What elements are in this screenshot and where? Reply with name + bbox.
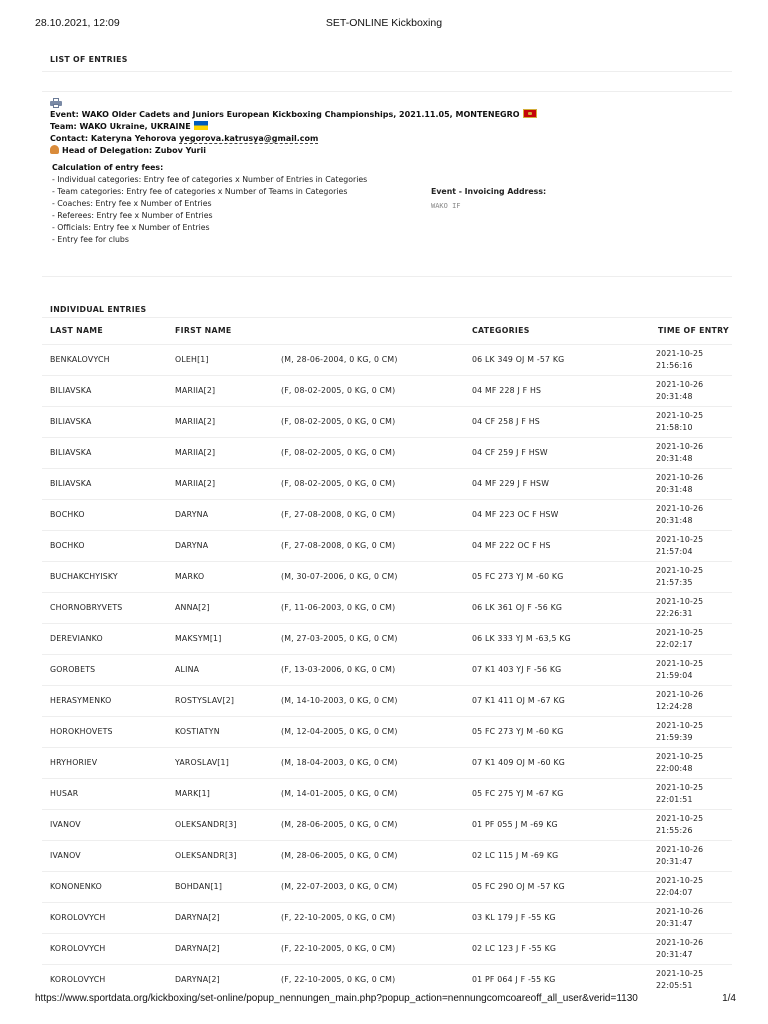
category-cell: 07 K1 409 OJ M -60 KG	[464, 747, 650, 778]
print-title: SET-ONLINE Kickboxing	[325, 17, 443, 29]
fee-line: - Coaches: Entry fee x Number of Entries	[52, 199, 212, 208]
table-row	[42, 871, 732, 902]
time-of-entry-cell	[650, 809, 732, 840]
athlete-info-cell: (F, 08-02-2005, 0 KG, 0 CM)	[273, 468, 464, 499]
first-name-cell: MARKO	[167, 561, 273, 592]
table-row	[42, 499, 732, 530]
athlete-info-cell: (M, 28-06-2005, 0 KG, 0 CM)	[273, 840, 464, 871]
table-row	[42, 716, 732, 747]
entry-date: 2021-10-25	[656, 596, 704, 606]
fee-line: - Individual categories: Entry fee of categories x Number of Entries in Categories	[52, 175, 368, 184]
athlete-info-cell: (M, 27-03-2005, 0 KG, 0 CM)	[273, 623, 464, 654]
table-row	[42, 809, 732, 840]
column-header-categories: CATEGORIES	[472, 326, 530, 336]
time-of-entry-cell	[650, 499, 732, 530]
fee-line: - Officials: Entry fee x Number of Entries	[52, 223, 210, 232]
event-label: Event: WAKO Older Cadets and Juniors European Kickboxing Championships, 2021.11.05, MONTENEGRO	[50, 110, 520, 119]
category-cell: 05 FC 273 YJ M -60 KG	[464, 561, 650, 592]
table-row	[42, 964, 732, 995]
entry-date: 2021-10-25	[656, 751, 704, 761]
team-line	[50, 121, 732, 133]
last-name-cell: CHORNOBRYVETS	[42, 592, 167, 623]
entry-time: 21:55:26	[656, 825, 693, 835]
contact-line	[50, 133, 732, 145]
entry-date: 2021-10-26	[656, 844, 704, 854]
time-of-entry-cell	[650, 406, 732, 437]
last-name-cell: IVANOV	[42, 840, 167, 871]
entry-time: 21:57:35	[656, 577, 693, 587]
entry-time: 12:24:28	[656, 701, 693, 711]
entries-document	[42, 42, 732, 995]
first-name-cell: ROSTYSLAV[2]	[167, 685, 273, 716]
last-name-cell: KOROLOVYCH	[42, 964, 167, 995]
time-of-entry-cell	[650, 685, 732, 716]
time-of-entry-cell	[650, 437, 732, 468]
contact-email-link[interactable]: yegorova.katrusya@gmail.com	[179, 134, 319, 143]
first-name-cell: KOSTIATYN	[167, 716, 273, 747]
last-name-cell: BILIAVSKA	[42, 468, 167, 499]
table-header-row	[42, 318, 732, 344]
athlete-info-cell: (F, 08-02-2005, 0 KG, 0 CM)	[273, 406, 464, 437]
category-cell: 05 FC 290 OJ M -57 KG	[464, 871, 650, 902]
entry-time: 22:26:31	[656, 608, 693, 618]
table-row	[42, 344, 732, 375]
event-line	[50, 109, 732, 121]
entries-table	[42, 318, 732, 995]
ukraine-flag-icon	[194, 121, 208, 130]
column-header-first-name: FIRST NAME	[175, 326, 232, 336]
entry-date: 2021-10-26	[656, 379, 704, 389]
last-name-cell: KOROLOVYCH	[42, 902, 167, 933]
printer-icon[interactable]	[50, 98, 62, 108]
athlete-info-cell: (M, 28-06-2005, 0 KG, 0 CM)	[273, 809, 464, 840]
entry-time: 21:57:04	[656, 546, 693, 556]
category-cell: 04 MF 223 OC F HSW	[464, 499, 650, 530]
last-name-cell: IVANOV	[42, 809, 167, 840]
table-row	[42, 747, 732, 778]
last-name-cell: BILIAVSKA	[42, 437, 167, 468]
entry-date: 2021-10-25	[656, 348, 704, 358]
entry-fees-box	[42, 157, 732, 252]
last-name-cell: KOROLOVYCH	[42, 933, 167, 964]
entry-date: 2021-10-25	[656, 534, 704, 544]
category-cell: 06 LK 349 OJ M -57 KG	[464, 344, 650, 375]
last-name-cell: GOROBETS	[42, 654, 167, 685]
table-row	[42, 685, 732, 716]
first-name-cell: BOHDAN[1]	[167, 871, 273, 902]
individual-entries-title-row	[42, 276, 732, 318]
time-of-entry-cell	[650, 530, 732, 561]
time-of-entry-cell	[650, 964, 732, 995]
first-name-cell: MAKSYM[1]	[167, 623, 273, 654]
entry-date: 2021-10-26	[656, 906, 704, 916]
category-cell: 02 LC 123 J F -55 KG	[464, 933, 650, 964]
last-name-cell: BOCHKO	[42, 530, 167, 561]
entry-date: 2021-10-25	[656, 627, 704, 637]
category-cell: 06 LK 333 YJ M -63,5 KG	[464, 623, 650, 654]
column-header-info	[273, 318, 464, 344]
entry-time: 21:58:10	[656, 422, 693, 432]
table-row	[42, 654, 732, 685]
category-cell: 03 KL 179 J F -55 KG	[464, 902, 650, 933]
entry-date: 2021-10-25	[656, 782, 704, 792]
category-cell: 02 LC 115 J M -69 KG	[464, 840, 650, 871]
category-cell: 04 CF 259 J F HSW	[464, 437, 650, 468]
athlete-info-cell: (M, 22-07-2003, 0 KG, 0 CM)	[273, 871, 464, 902]
athlete-info-cell: (M, 12-04-2005, 0 KG, 0 CM)	[273, 716, 464, 747]
entries-body	[42, 344, 732, 995]
first-name-cell: MARK[1]	[167, 778, 273, 809]
entry-time: 22:00:48	[656, 763, 693, 773]
athlete-info-cell: (M, 18-04-2003, 0 KG, 0 CM)	[273, 747, 464, 778]
athlete-info-cell: (F, 11-06-2003, 0 KG, 0 CM)	[273, 592, 464, 623]
athlete-info-cell: (F, 22-10-2005, 0 KG, 0 CM)	[273, 964, 464, 995]
print-date: 28.10.2021, 12:09	[35, 17, 120, 29]
list-title: LIST OF ENTRIES	[50, 55, 128, 64]
last-name-cell: BILIAVSKA	[42, 375, 167, 406]
last-name-cell: HRYHORIEV	[42, 747, 167, 778]
first-name-cell: YAROSLAV[1]	[167, 747, 273, 778]
entry-date: 2021-10-26	[656, 441, 704, 451]
entry-date: 2021-10-26	[656, 937, 704, 947]
entry-date: 2021-10-25	[656, 565, 704, 575]
table-row	[42, 623, 732, 654]
time-of-entry-cell	[650, 561, 732, 592]
table-row	[42, 468, 732, 499]
entry-date: 2021-10-25	[656, 968, 704, 978]
time-of-entry-cell	[650, 654, 732, 685]
first-name-cell: DARYNA[2]	[167, 902, 273, 933]
first-name-cell: DARYNA[2]	[167, 964, 273, 995]
athlete-info-cell: (M, 30-07-2006, 0 KG, 0 CM)	[273, 561, 464, 592]
athlete-info-cell: (M, 14-01-2005, 0 KG, 0 CM)	[273, 778, 464, 809]
entry-date: 2021-10-25	[656, 720, 704, 730]
table-row	[42, 530, 732, 561]
entry-time: 20:31:48	[656, 515, 693, 525]
column-header-last-name: LAST NAME	[50, 326, 103, 336]
time-of-entry-cell	[650, 375, 732, 406]
spacer-row	[42, 72, 732, 92]
athlete-info-cell: (F, 08-02-2005, 0 KG, 0 CM)	[273, 437, 464, 468]
table-row	[42, 778, 732, 809]
first-name-cell: DARYNA	[167, 499, 273, 530]
individual-entries-title: INDIVIDUAL ENTRIES	[50, 305, 147, 314]
first-name-cell: MARIIA[2]	[167, 468, 273, 499]
fee-line: - Referees: Entry fee x Number of Entries	[52, 211, 213, 220]
entry-time: 22:05:51	[656, 980, 693, 990]
entry-time: 20:31:47	[656, 918, 693, 928]
table-row	[42, 561, 732, 592]
first-name-cell: OLEKSANDR[3]	[167, 840, 273, 871]
invoice-value: WAKO IF	[431, 202, 461, 210]
event-info	[42, 92, 732, 157]
entry-time: 21:59:04	[656, 670, 693, 680]
time-of-entry-cell	[650, 747, 732, 778]
category-cell: 04 CF 258 J F HS	[464, 406, 650, 437]
time-of-entry-cell	[650, 623, 732, 654]
entry-time: 22:01:51	[656, 794, 693, 804]
entry-date: 2021-10-26	[656, 472, 704, 482]
table-row	[42, 592, 732, 623]
first-name-cell: OLEKSANDR[3]	[167, 809, 273, 840]
entry-date: 2021-10-26	[656, 689, 704, 699]
entry-date: 2021-10-26	[656, 503, 704, 513]
invoice-label: Event - Invoicing Address:	[431, 187, 547, 196]
table-row	[42, 933, 732, 964]
time-of-entry-cell	[650, 344, 732, 375]
table-row	[42, 840, 732, 871]
category-cell: 04 MF 222 OC F HS	[464, 530, 650, 561]
head-of-delegation-line	[50, 145, 732, 157]
table-row	[42, 375, 732, 406]
time-of-entry-cell	[650, 716, 732, 747]
category-cell: 05 FC 275 YJ M -67 KG	[464, 778, 650, 809]
athlete-info-cell: (F, 13-03-2006, 0 KG, 0 CM)	[273, 654, 464, 685]
page-number: 1/4	[722, 993, 736, 1004]
athlete-info-cell: (F, 27-08-2008, 0 KG, 0 CM)	[273, 530, 464, 561]
athlete-info-cell: (F, 22-10-2005, 0 KG, 0 CM)	[273, 933, 464, 964]
montenegro-flag-icon	[523, 109, 537, 118]
last-name-cell: BILIAVSKA	[42, 406, 167, 437]
fees-title: Calculation of entry fees:	[52, 163, 164, 172]
page-url: https://www.sportdata.org/kickboxing/set-online/popup_nennungen_main.php?popup_action=nennungcomcoareoff_all_user&verid=1130	[35, 993, 638, 1004]
category-cell: 01 PF 064 J F -55 KG	[464, 964, 650, 995]
entry-date: 2021-10-25	[656, 658, 704, 668]
print-header	[0, 17, 768, 31]
last-name-cell: HERASYMENKO	[42, 685, 167, 716]
list-title-row	[42, 42, 732, 72]
last-name-cell: HUSAR	[42, 778, 167, 809]
last-name-cell: DEREVIANKO	[42, 623, 167, 654]
category-cell: 07 K1 411 OJ M -67 KG	[464, 685, 650, 716]
time-of-entry-cell	[650, 902, 732, 933]
category-cell: 04 MF 228 J F HS	[464, 375, 650, 406]
first-name-cell: OLEH[1]	[167, 344, 273, 375]
category-cell: 06 LK 361 OJ F -56 KG	[464, 592, 650, 623]
first-name-cell: ALINA	[167, 654, 273, 685]
first-name-cell: MARIIA[2]	[167, 375, 273, 406]
time-of-entry-cell	[650, 592, 732, 623]
entry-time: 20:31:47	[656, 856, 693, 866]
entry-date: 2021-10-25	[656, 813, 704, 823]
athlete-info-cell: (F, 08-02-2005, 0 KG, 0 CM)	[273, 375, 464, 406]
fee-line: - Entry fee for clubs	[52, 235, 129, 244]
time-of-entry-cell	[650, 840, 732, 871]
table-row	[42, 406, 732, 437]
last-name-cell: KONONENKO	[42, 871, 167, 902]
last-name-cell: BUCHAKCHYISKY	[42, 561, 167, 592]
category-cell: 07 K1 403 YJ F -56 KG	[464, 654, 650, 685]
entry-date: 2021-10-25	[656, 875, 704, 885]
column-header-time-of-entry: TIME OF ENTRY	[658, 326, 729, 336]
time-of-entry-cell	[650, 871, 732, 902]
entry-time: 20:31:47	[656, 949, 693, 959]
athlete-info-cell: (F, 27-08-2008, 0 KG, 0 CM)	[273, 499, 464, 530]
entry-time: 21:56:16	[656, 360, 693, 370]
entry-time: 22:02:17	[656, 639, 693, 649]
first-name-cell: MARIIA[2]	[167, 437, 273, 468]
team-label: Team: WAKO Ukraine, UKRAINE	[50, 122, 191, 131]
category-cell: 05 FC 273 YJ M -60 KG	[464, 716, 650, 747]
invoice-address	[431, 186, 546, 212]
last-name-cell: BENKALOVYCH	[42, 344, 167, 375]
athlete-info-cell: (M, 28-06-2004, 0 KG, 0 CM)	[273, 344, 464, 375]
time-of-entry-cell	[650, 778, 732, 809]
entry-time: 20:31:48	[656, 484, 693, 494]
entry-time: 20:31:48	[656, 391, 693, 401]
category-cell: 01 PF 055 J M -69 KG	[464, 809, 650, 840]
category-cell: 04 MF 229 J F HSW	[464, 468, 650, 499]
first-name-cell: MARIIA[2]	[167, 406, 273, 437]
entry-time: 22:04:07	[656, 887, 693, 897]
contact-label: Contact: Kateryna Yehorova	[50, 134, 177, 143]
time-of-entry-cell	[650, 933, 732, 964]
last-name-cell: BOCHKO	[42, 499, 167, 530]
first-name-cell: DARYNA	[167, 530, 273, 561]
athlete-info-cell: (M, 14-10-2003, 0 KG, 0 CM)	[273, 685, 464, 716]
head-of-delegation: Head of Delegation: Zubov Yurii	[62, 146, 206, 155]
table-row	[42, 902, 732, 933]
first-name-cell: ANNA[2]	[167, 592, 273, 623]
entry-time: 20:31:48	[656, 453, 693, 463]
fee-line: - Team categories: Entry fee of categories x Number of Teams in Categories	[52, 187, 348, 196]
table-row	[42, 437, 732, 468]
time-of-entry-cell	[650, 468, 732, 499]
first-name-cell: DARYNA[2]	[167, 933, 273, 964]
last-name-cell: HOROKHOVETS	[42, 716, 167, 747]
athlete-info-cell: (F, 22-10-2005, 0 KG, 0 CM)	[273, 902, 464, 933]
delegation-icon	[50, 145, 59, 154]
entry-time: 21:59:39	[656, 732, 693, 742]
entry-date: 2021-10-25	[656, 410, 704, 420]
